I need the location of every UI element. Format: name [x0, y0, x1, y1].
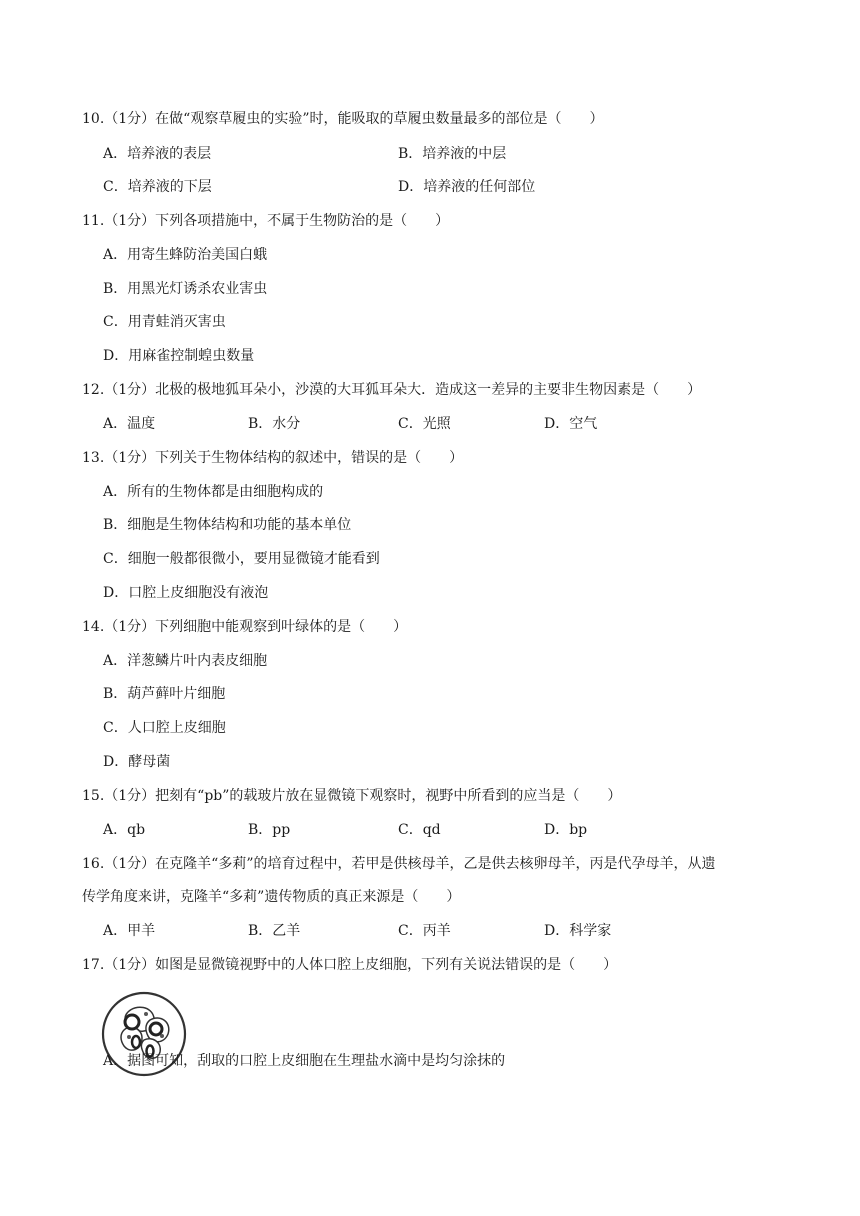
- air-bubble-2: [150, 1023, 162, 1035]
- cell-nucleus-3: [144, 1012, 148, 1016]
- cell-nucleus-1: [127, 1035, 131, 1039]
- question-12-option-b: B．水分: [248, 416, 301, 432]
- question-16-option-b: B．乙羊: [248, 923, 301, 939]
- question-15-option-d: D．bp: [544, 822, 588, 838]
- question-13-option-d: D．口腔上皮细胞没有液泡: [103, 585, 269, 601]
- question-13-option-a: A．所有的生物体都是由细胞构成的: [103, 484, 324, 500]
- question-11-stem: 11.（1分）下列各项措施中，不属于生物防治的是（ ）: [82, 213, 450, 229]
- air-bubble-3: [132, 1036, 140, 1048]
- question-11-option-b: B．用黑光灯诱杀农业害虫: [103, 281, 268, 297]
- question-13-stem: 13.（1分）下列关于生物体结构的叙述中，错误的是（ ）: [82, 450, 464, 466]
- question-16-option-a: A．甲羊: [103, 923, 156, 939]
- question-14-option-c: C．人口腔上皮细胞: [103, 720, 226, 736]
- question-14-option-a: A．洋葱鳞片叶内表皮细胞: [103, 653, 268, 669]
- question-16-option-c: C．丙羊: [398, 923, 451, 939]
- question-11-option-a: A．用寄生蜂防治美国白蛾: [103, 247, 268, 263]
- question-16-stem-line2: 传学角度来讲，克隆羊“多莉”遗传物质的真正来源是（ ）: [82, 889, 461, 905]
- question-17-option-a: A．据图可知，刮取的口腔上皮细胞在生理盐水滴中是均匀涂抹的: [103, 1053, 506, 1069]
- question-12-stem: 12.（1分）北极的极地狐耳朵小，沙漠的大耳狐耳朵大．造成这一差异的主要非生物因素是（ ）: [82, 382, 702, 398]
- question-16-stem-line1: 16.（1分）在克隆羊“多莉”的培育过程中，若甲是供核母羊，乙是供去核卵母羊，丙是代孕母羊，从遗: [82, 856, 716, 872]
- question-15-stem: 15.（1分）把刻有“pb”的载玻片放在显微镜下观察时，视野中所看到的应当是（ ）: [82, 788, 622, 804]
- question-15-option-b: B．pp: [248, 822, 291, 838]
- air-bubble-1: [125, 1015, 139, 1029]
- question-15-option-a: A．qb: [103, 822, 146, 838]
- question-11-option-c: C．用青蛙消灭害虫: [103, 314, 226, 330]
- question-13-option-c: C．细胞一般都很微小，要用显微镜才能看到: [103, 551, 380, 567]
- question-10-option-c: C．培养液的下层: [103, 179, 212, 195]
- question-14-option-d: D．酵母菌: [103, 754, 171, 770]
- question-12-option-a: A．温度: [103, 416, 156, 432]
- question-17-stem: 17.（1分）如图是显微镜视野中的人体口腔上皮细胞，下列有关说法错误的是（ ）: [82, 957, 618, 973]
- question-10-stem: 10.（1分）在做“观察草履虫的实验”时，能吸取的草履虫数量最多的部位是（ ）: [82, 111, 604, 127]
- question-10-option-d: D．培养液的任何部位: [398, 179, 536, 195]
- question-12-option-c: C．光照: [398, 416, 451, 432]
- question-10-option-b: B．培养液的中层: [398, 146, 507, 162]
- question-11-option-d: D．用麻雀控制蝗虫数量: [103, 348, 255, 364]
- question-13-option-b: B．细胞是生物体结构和功能的基本单位: [103, 517, 352, 533]
- question-14-stem: 14.（1分）下列细胞中能观察到叶绿体的是（ ）: [82, 619, 408, 635]
- question-14-option-b: B．葫芦藓叶片细胞: [103, 686, 226, 702]
- cell-nucleus-2: [160, 1034, 164, 1038]
- question-10-option-a: A．培养液的表层: [103, 146, 212, 162]
- question-16-option-d: D．科学家: [544, 923, 612, 939]
- question-15-option-c: C．qd: [398, 822, 441, 838]
- question-12-option-d: D．空气: [544, 416, 598, 432]
